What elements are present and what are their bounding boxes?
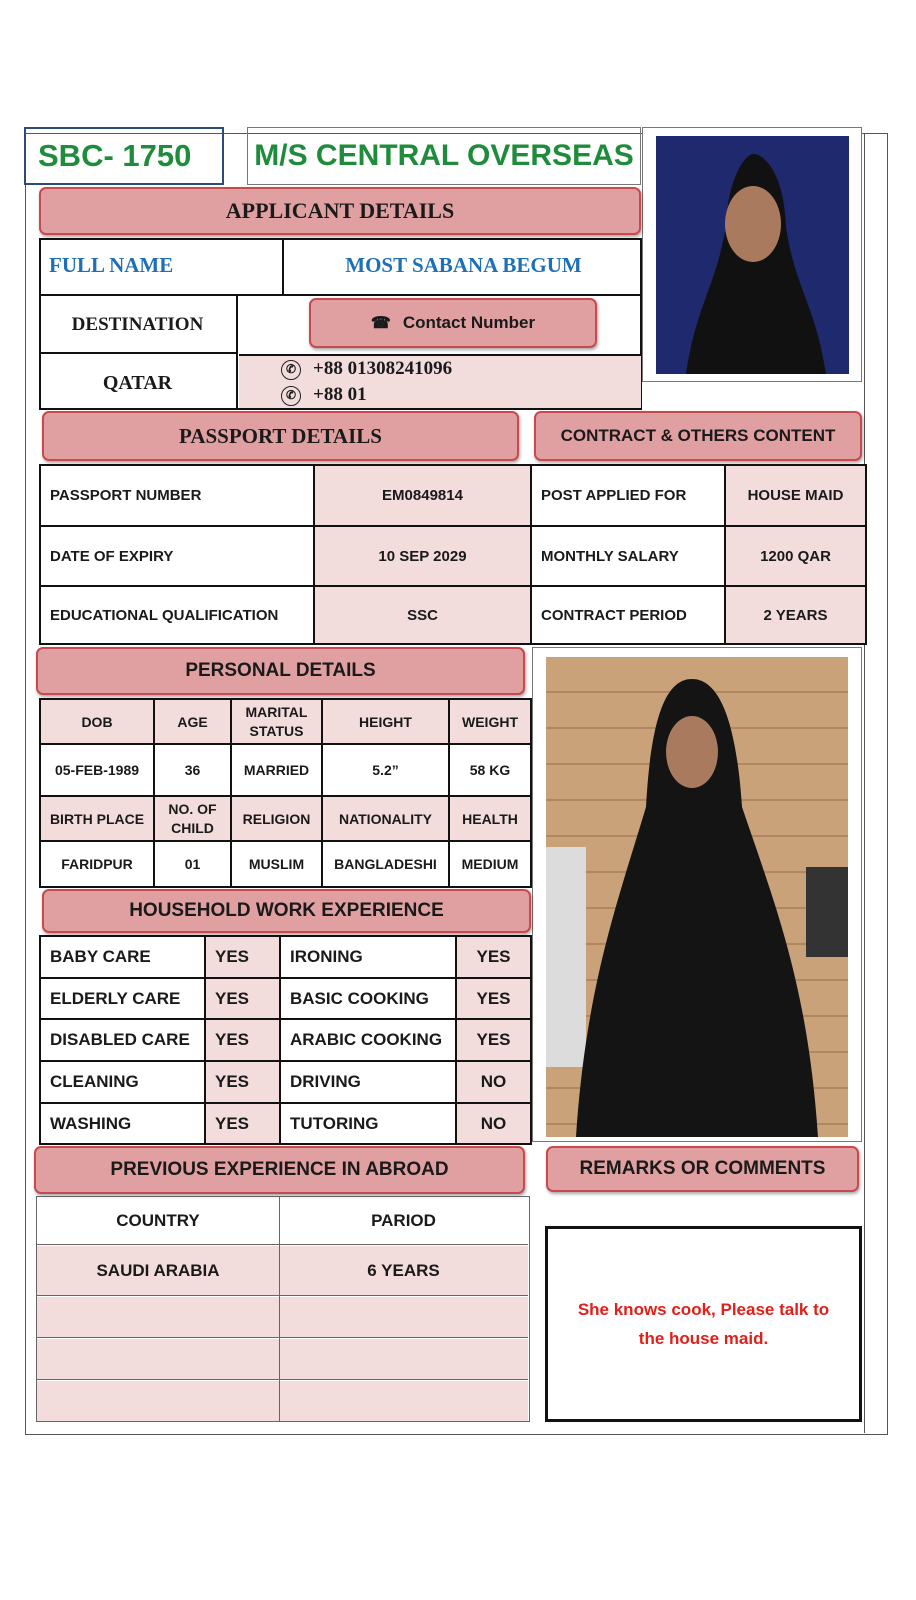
agency-name: M/S CENTRAL OVERSEAS bbox=[254, 139, 634, 172]
destination-label: DESTINATION bbox=[71, 314, 204, 335]
passport-number-value: EM0849814 bbox=[314, 465, 531, 526]
contact-number-header bbox=[309, 298, 597, 348]
basic-cooking-label: BASIC COOKING bbox=[280, 978, 456, 1019]
weight-header: WEIGHT bbox=[449, 699, 531, 744]
ref-code: SBC- 1750 bbox=[38, 138, 192, 173]
passport-table bbox=[39, 464, 532, 645]
household-section-title bbox=[42, 889, 531, 933]
cleaning-label: CLEANING bbox=[40, 1061, 205, 1103]
arabic-cooking-label: ARABIC COOKING bbox=[280, 1019, 456, 1061]
baby-care-label: BABY CARE bbox=[40, 936, 205, 978]
abroad-country-value: SAUDI ARABIA bbox=[96, 1260, 220, 1280]
table-row bbox=[37, 1381, 528, 1421]
education-label: EDUCATIONAL QUALIFICATION bbox=[40, 586, 314, 644]
ref-code-box bbox=[24, 127, 224, 185]
abroad-header-row bbox=[37, 1197, 528, 1245]
remarks-section-title bbox=[546, 1146, 859, 1192]
marital-header: MARITAL STATUS bbox=[231, 699, 322, 744]
contact-number-label: Contact Number bbox=[402, 313, 536, 332]
agency-box bbox=[247, 127, 641, 185]
abroad-table bbox=[36, 1196, 530, 1422]
table-row bbox=[40, 1019, 531, 1061]
remarks-text: She knows cook, Please talk to the house maid. bbox=[577, 1300, 830, 1348]
phone-icon: ✆ bbox=[281, 386, 301, 406]
household-section-label: HOUSEHOLD WORK EXPERIENCE bbox=[129, 900, 444, 921]
phone-number-2[interactable]: +88 01 bbox=[313, 384, 367, 405]
household-table bbox=[39, 935, 532, 1145]
abroad-column-divider bbox=[279, 1197, 280, 1421]
nationality-header: NATIONALITY bbox=[322, 796, 449, 841]
table-row bbox=[40, 841, 531, 887]
expiry-value: 10 SEP 2029 bbox=[314, 526, 531, 586]
contract-table bbox=[530, 464, 867, 645]
disabled-care-value: YES bbox=[205, 1019, 280, 1061]
destination-value: QATAR bbox=[102, 372, 173, 394]
health-header: HEALTH bbox=[449, 796, 531, 841]
children-header: NO. OF CHILD bbox=[154, 796, 231, 841]
birthplace-header: BIRTH PLACE bbox=[40, 796, 154, 841]
remarks-section-label: REMARKS OR COMMENTS bbox=[579, 1158, 826, 1179]
dob-header: DOB bbox=[40, 699, 154, 744]
table-row bbox=[531, 526, 866, 586]
portrait-photo-frame bbox=[642, 127, 862, 382]
table-row bbox=[40, 526, 531, 586]
nationality-value: BANGLADESHI bbox=[322, 841, 449, 887]
destination-divider bbox=[236, 296, 238, 410]
table-row bbox=[40, 796, 531, 841]
full-name-divider bbox=[282, 238, 284, 296]
destination-mid-line bbox=[39, 352, 238, 354]
tutoring-value: NO bbox=[456, 1103, 531, 1144]
religion-value: MUSLIM bbox=[231, 841, 322, 887]
age-value: 36 bbox=[154, 744, 231, 796]
applicant-section-title bbox=[39, 187, 641, 235]
abroad-section-title bbox=[34, 1146, 525, 1194]
washing-label: WASHING bbox=[40, 1103, 205, 1144]
portrait-figure-icon bbox=[656, 136, 849, 374]
weight-value: 58 KG bbox=[449, 744, 531, 796]
dob-value: 05-FEB-1989 bbox=[40, 744, 154, 796]
elderly-care-value: YES bbox=[205, 978, 280, 1019]
table-row bbox=[40, 465, 531, 526]
abroad-country-header: COUNTRY bbox=[116, 1210, 200, 1230]
phone-number-1[interactable]: +88 01308241096 bbox=[313, 358, 453, 379]
driving-value: NO bbox=[456, 1061, 531, 1103]
contract-period-value: 2 YEARS bbox=[725, 586, 866, 644]
contract-section-label: CONTRACT & OTHERS CONTENT bbox=[560, 426, 836, 445]
personal-section-label: PERSONAL DETAILS bbox=[185, 660, 376, 681]
contract-section-title bbox=[534, 411, 862, 461]
post-applied-value: HOUSE MAID bbox=[725, 465, 866, 526]
table-row bbox=[37, 1246, 528, 1296]
post-applied-label: POST APPLIED FOR bbox=[531, 465, 725, 526]
table-row bbox=[531, 465, 866, 526]
expiry-label: DATE OF EXPIRY bbox=[40, 526, 314, 586]
full-body-figure-icon bbox=[546, 657, 848, 1137]
full-body-photo bbox=[546, 657, 848, 1137]
age-header: AGE bbox=[154, 699, 231, 744]
ironing-value: YES bbox=[456, 936, 531, 978]
personal-section-title bbox=[36, 647, 525, 695]
abroad-period-value: 6 YEARS bbox=[367, 1260, 440, 1280]
passport-section-label: PASSPORT DETAILS bbox=[179, 423, 382, 448]
telephone-icon: ☎ bbox=[370, 315, 391, 332]
table-row bbox=[40, 586, 531, 644]
table-row bbox=[40, 978, 531, 1019]
washing-value: YES bbox=[205, 1103, 280, 1144]
phone-row-1 bbox=[281, 358, 452, 380]
passport-section-title bbox=[42, 411, 519, 461]
full-name-value: MOST SABANA BEGUM bbox=[345, 253, 582, 277]
cleaning-value: YES bbox=[205, 1061, 280, 1103]
disabled-care-label: DISABLED CARE bbox=[40, 1019, 205, 1061]
table-row bbox=[37, 1297, 528, 1338]
driving-label: DRIVING bbox=[280, 1061, 456, 1103]
height-value: 5.2” bbox=[322, 744, 449, 796]
table-row bbox=[40, 699, 531, 744]
table-row bbox=[40, 1103, 531, 1144]
marital-value: MARRIED bbox=[231, 744, 322, 796]
children-value: 01 bbox=[154, 841, 231, 887]
contract-period-label: CONTRACT PERIOD bbox=[531, 586, 725, 644]
abroad-period-header: PARIOD bbox=[371, 1210, 436, 1230]
full-body-photo-frame bbox=[532, 647, 862, 1142]
personal-table bbox=[39, 698, 532, 888]
phone-row-2 bbox=[281, 384, 367, 406]
remarks-box bbox=[545, 1226, 862, 1422]
frame-inner-line bbox=[864, 133, 865, 1433]
arabic-cooking-value: YES bbox=[456, 1019, 531, 1061]
applicant-section-label: APPLICANT DETAILS bbox=[225, 198, 455, 223]
health-value: MEDIUM bbox=[449, 841, 531, 887]
ironing-label: IRONING bbox=[280, 936, 456, 978]
height-header: HEIGHT bbox=[322, 699, 449, 744]
baby-care-value: YES bbox=[205, 936, 280, 978]
birthplace-value: FARIDPUR bbox=[40, 841, 154, 887]
basic-cooking-value: YES bbox=[456, 978, 531, 1019]
table-row bbox=[37, 1339, 528, 1380]
table-row bbox=[40, 744, 531, 796]
table-row bbox=[531, 586, 866, 644]
full-name-label: FULL NAME bbox=[49, 253, 174, 277]
tutoring-label: TUTORING bbox=[280, 1103, 456, 1144]
elderly-care-label: ELDERLY CARE bbox=[40, 978, 205, 1019]
salary-value: 1200 QAR bbox=[725, 526, 866, 586]
abroad-section-label: PREVIOUS EXPERIENCE IN ABROAD bbox=[110, 1159, 449, 1180]
table-row bbox=[40, 1061, 531, 1103]
phone-icon: ✆ bbox=[281, 360, 301, 380]
salary-label: MONTHLY SALARY bbox=[531, 526, 725, 586]
table-row bbox=[40, 936, 531, 978]
education-value: SSC bbox=[314, 586, 531, 644]
religion-header: RELIGION bbox=[231, 796, 322, 841]
portrait-photo bbox=[656, 136, 849, 374]
passport-number-label: PASSPORT NUMBER bbox=[40, 465, 314, 526]
